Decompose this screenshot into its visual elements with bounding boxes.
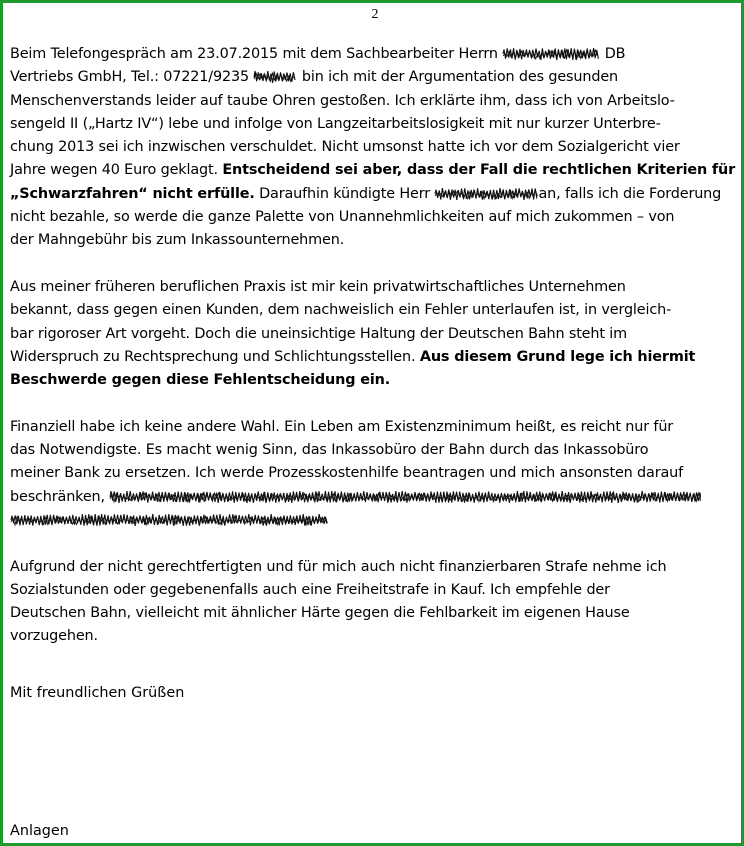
text-line: Jahre wegen 40 Euro geklagt. Entscheidend sei aber, dass der Fall die rechtlichen Kriterien für: [10, 162, 736, 179]
text-line: meiner Bank zu ersetzen. Ich werde Prozesskostenhilfe beantragen und mich ansonsten darauf: [10, 465, 684, 482]
text-line: Aufgrund der nicht gerechtfertigten und für mich auch nicht finanzierbaren Strafe nehme ich: [10, 558, 667, 575]
text-line: sengeld II („Hartz IV“) lebe und infolge von Langzeitarbeitslosigkeit mit nur kurzer Unterbre-: [10, 115, 661, 132]
letter-body: [10, 43, 734, 649]
redaction-mark: [434, 186, 538, 202]
redaction-mark: [109, 489, 701, 505]
text-line: [10, 509, 734, 532]
text-line: Vertriebs GmbH, Tel.: 07221/9235 bin ich mit der Argumentation des gesunden: [10, 69, 619, 86]
text-line: Aus meiner früheren beruflichen Praxis ist mir kein privatwirtschaftliches Unternehmen: [10, 278, 626, 295]
redaction-mark: [502, 46, 600, 62]
text-line: Beim Telefongespräch am 23.07.2015 mit dem Sachbearbeiter Herrn DB: [10, 46, 626, 62]
redaction-mark: [10, 512, 328, 528]
bold-text: „Schwarzfahren“ nicht erfülle.: [10, 185, 255, 202]
text-line: „Schwarzfahren“ nicht erfülle. Daraufhin kündigte Herr an, falls ich die Forderung: [10, 185, 722, 202]
text-line: bekannt, dass gegen einen Kunden, dem nachweislich ein Fehler unterlaufen ist, in vergleich-: [10, 302, 672, 319]
text-line: der Mahngebühr bis zum Inkassounternehmen.: [10, 232, 345, 249]
text-line: nicht bezahle, so werde die ganze Palette von Unannehmlichkeiten auf mich zukommen – von: [10, 209, 675, 226]
bold-text: Aus diesem Grund lege ich hiermit: [419, 348, 696, 365]
bold-text: Entscheidend sei aber, dass der Fall die rechtlichen Kriterien für: [222, 162, 736, 179]
text-line: vorzugehen.: [10, 628, 98, 645]
text-line: Menschenverstands leider auf taube Ohren gestoßen. Ich erklärte ihm, dass ich von Arbeitslo-: [10, 92, 675, 109]
paragraph-4: [10, 556, 734, 649]
redaction-mark: [253, 69, 297, 85]
text-line: beschränken,: [10, 486, 734, 509]
closing-salutation: Mit freundlichen Grüßen: [10, 685, 185, 701]
text-line: bar rigoroser Art vorgeht. Doch die uneinsichtige Haltung der Deutschen Bahn steht im: [10, 325, 627, 342]
text-line: Finanziell habe ich keine andere Wahl. Ein Leben am Existenzminimum heißt, es reicht nur für: [10, 418, 674, 435]
paragraph-1: [10, 43, 734, 253]
attachments-label: Anlagen: [10, 823, 69, 839]
text-line: chung 2013 sei ich inzwischen verschuldet. Nicht umsonst hatte ich vor dem Sozialgericht vier: [10, 139, 680, 156]
paragraph-2: [10, 276, 734, 392]
text-line: Deutschen Bahn, vielleicht mit ähnlicher Härte gegen die Fehlbarkeit im eigenen Hause: [10, 605, 630, 622]
text-line: Widerspruch zu Rechtsprechung und Schlichtungsstellen. Aus diesem Grund lege ich hiermit: [10, 348, 696, 365]
text-line: [10, 369, 734, 392]
page-number: 2: [371, 7, 379, 22]
text-line: Sozialstunden oder gegebenenfalls auch eine Freiheitstrafe in Kauf. Ich empfehle der: [10, 581, 610, 598]
text-line: das Notwendigste. Es macht wenig Sinn, das Inkassobüro der Bahn durch das Inkassobüro: [10, 442, 649, 459]
paragraph-3: [10, 416, 734, 532]
bold-text: Beschwerde gegen diese Fehlentscheidung ein.: [10, 372, 391, 389]
